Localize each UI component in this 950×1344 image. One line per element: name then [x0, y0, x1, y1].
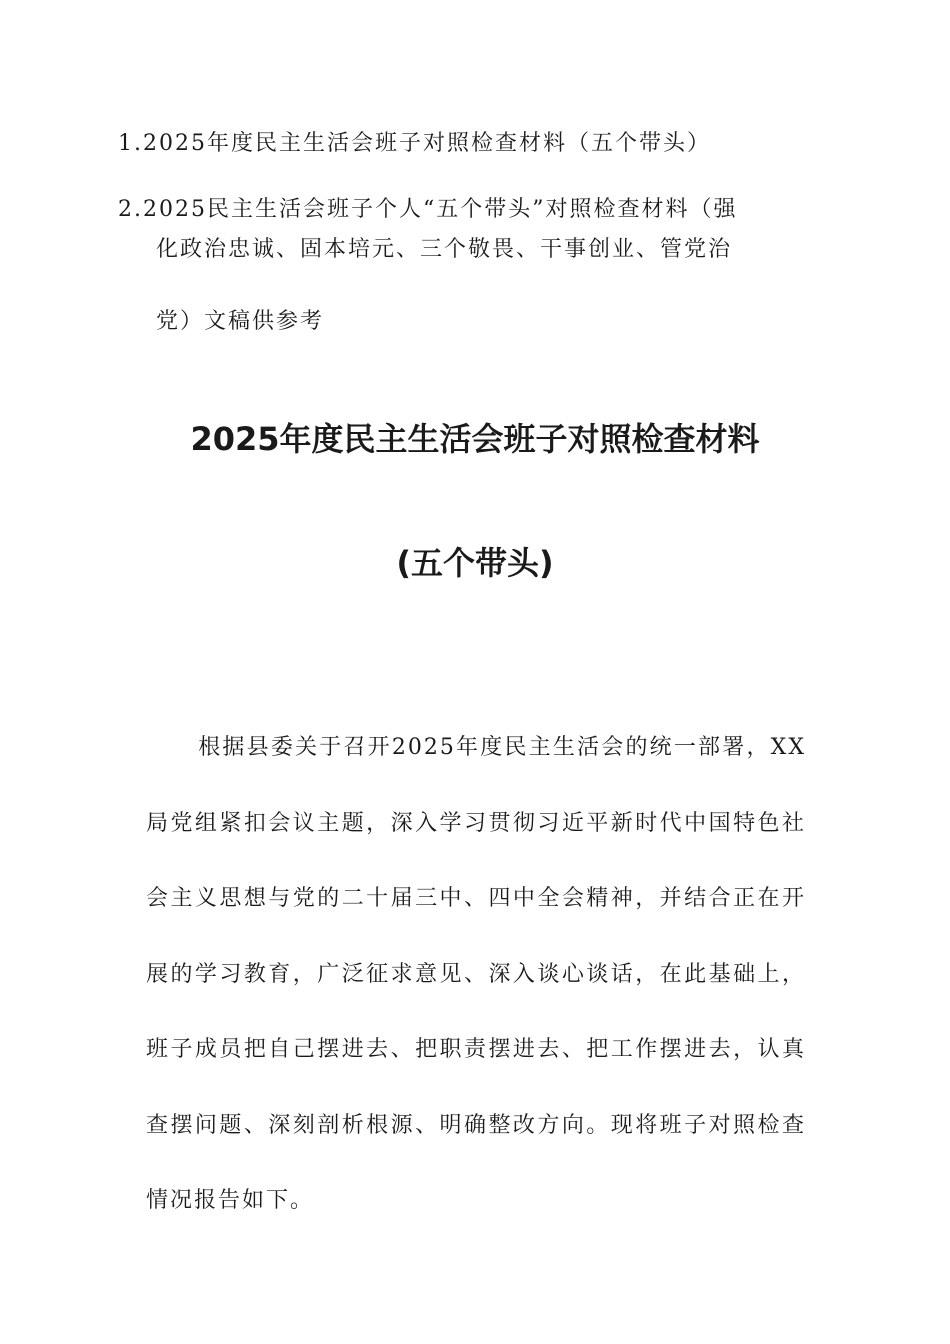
document-title: 2025年度民主生活会班子对照检查材料: [190, 420, 760, 458]
reference-list: [118, 124, 818, 360]
body-paragraph: [146, 710, 806, 1239]
list-item-number: 1.: [118, 131, 143, 156]
list-item-number: 2.: [118, 197, 143, 222]
list-item-text-line-3: 党）文稿供参考: [156, 309, 325, 334]
list-item-text: 2025年度民主生活会班子对照检查材料（五个带头）: [143, 131, 711, 156]
body-paragraph-text: 根据县委关于召开2025年度民主生活会的统一部署，XX局党组紧扣会议主题，深入学习贯彻习近平新时代中国特色社会主义思想与党的二十届三中、四中全会精神，并结合正在开展的学习教育，广泛征求意见、深入谈心谈话，在此基础上，班子成员把自己摆进去、把职责摆进去、把工作摆进去，认真查摆问题、深刻剖析根源、明确整改方向。现将班子对照检查情况报告如下。: [146, 735, 806, 1213]
document-subtitle: (五个带头): [396, 544, 554, 582]
list-item-2: [118, 190, 818, 360]
list-item-1: [118, 124, 818, 164]
list-item-text-line-2: 化政治忠诚、固本培元、三个敬畏、干事创业、管党治: [156, 237, 733, 262]
list-item-text-line-1: 2025民主生活会班子个人“五个带头”对照检查材料（强: [143, 197, 738, 222]
